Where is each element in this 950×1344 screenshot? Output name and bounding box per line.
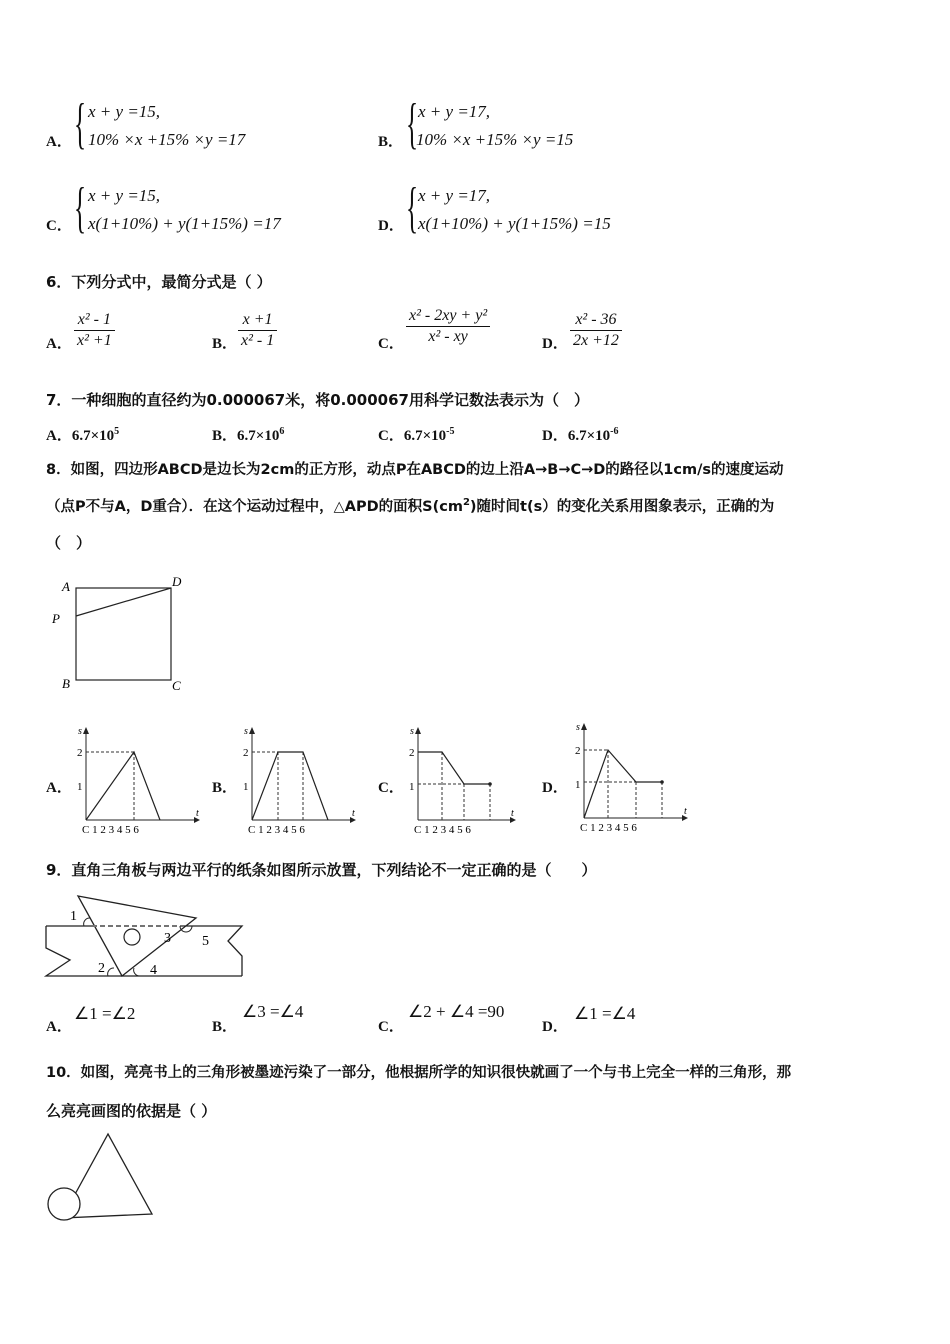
q5-option-c-label: C． xyxy=(46,218,72,234)
q9-figure xyxy=(40,888,260,988)
triangle-hole xyxy=(124,929,140,945)
label-p: P xyxy=(52,611,60,626)
q9-option-b-label: B． xyxy=(212,1019,238,1035)
q5-option-b-eq1: x + y =17, xyxy=(418,102,491,121)
q5-option-d-eq1: x + y =17, xyxy=(418,186,491,205)
q9-option-a-label: A． xyxy=(46,1019,72,1035)
q5-option-c-eq2: x(1+10%) + y(1+15%) =17 xyxy=(88,214,281,233)
q7-option-c-exponent: -5 xyxy=(446,426,455,437)
graph-a-y1: 1 xyxy=(77,781,83,793)
graph-d-y1: 1 xyxy=(575,779,581,791)
q6-option-d-denominator: 2x +12 xyxy=(573,332,619,349)
q7-option-b-label: B． xyxy=(212,428,238,444)
q8-text-line2-part2: )随时间t(s）的变化关系用图象表示，正确的为 xyxy=(469,499,775,515)
q7-option-a-base: 6.7×10 xyxy=(71,428,115,444)
q5-option-c-eq1: x + y =15, xyxy=(88,186,161,205)
q6-option-d-fraction xyxy=(570,310,622,351)
angle-3-label: 3 xyxy=(164,931,171,946)
q5-option-b-brace: { xyxy=(406,93,419,155)
graph-c-t-label: t xyxy=(511,808,514,819)
q8-graph-a xyxy=(74,722,204,837)
label-b: B xyxy=(62,676,70,691)
graph-a-xticks: C 1 2 3 4 5 6 xyxy=(82,824,139,836)
q7-option-a xyxy=(46,424,119,445)
q9-text: 9．直角三角板与两边平行的纸条如图所示放置，下列结论不一定正确的是（ ） xyxy=(46,861,597,879)
q5-option-b-eq2: 10% ×x +15% ×y =15 xyxy=(416,130,574,149)
graph-a-s-label: s xyxy=(78,726,82,737)
graph-b-t-label: t xyxy=(352,808,355,819)
q7-text: 7．一种细胞的直径约为0.000067米，将0.000067用科学记数法表示为（ ） xyxy=(46,391,589,409)
graph-c-line xyxy=(418,752,490,784)
q7-option-d-label: D． xyxy=(542,428,568,444)
q6-option-b-denominator: x² - 1 xyxy=(241,332,275,349)
q8-graph-c xyxy=(406,722,536,837)
q8-text-line1: 8．如图，四边形ABCD是边长为2cm的正方形，动点P在ABCD的边上沿A→B→C→D的路径以1cm/s的速度运动 xyxy=(46,462,784,478)
q8-option-d-label: D． xyxy=(542,780,568,796)
q7-option-b xyxy=(212,424,284,445)
q5-option-a-brace: { xyxy=(74,93,87,155)
q7-option-c-label: C． xyxy=(378,428,404,444)
q6-option-b-label: B． xyxy=(212,336,238,352)
graph-c-s-label: s xyxy=(410,726,414,737)
q6-option-b-fraction xyxy=(238,310,277,351)
q6-option-d-numerator: x² - 36 xyxy=(570,310,622,331)
graph-b-y1: 1 xyxy=(243,781,249,793)
graph-b-line xyxy=(252,752,328,820)
q6-text: 6．下列分式中，最简分式是（ ） xyxy=(46,273,272,291)
angle-1-label: 1 xyxy=(70,909,77,924)
q9-option-c-expr: ∠2 + ∠4 =90 xyxy=(408,1002,505,1021)
q10-text-line1: 10．如图，亮亮书上的三角形被墨迹污染了一部分，他根据所学的知识很快就画了一个与书上完全一样的三角形，那 xyxy=(46,1065,792,1081)
q6-option-a-denominator: x² +1 xyxy=(77,332,112,349)
angle-4-label: 4 xyxy=(150,963,157,978)
triangle-ruler xyxy=(78,896,196,976)
q7-option-c xyxy=(378,424,455,445)
q9-option-c-label: C． xyxy=(378,1019,404,1035)
q10-text-line2: 么亮亮画图的依据是（ ） xyxy=(46,1102,217,1120)
graph-a-line xyxy=(86,752,160,820)
graph-b-s-label: s xyxy=(244,726,248,737)
q9-option-b-expr: ∠3 =∠4 xyxy=(242,1002,304,1021)
q5-option-a-eq1: x + y =15, xyxy=(88,102,161,121)
q5-option-c-brace: { xyxy=(74,177,87,239)
q6-option-d-label: D． xyxy=(542,336,568,352)
q7-option-a-exponent: 5 xyxy=(114,426,120,437)
q7-option-d xyxy=(542,424,619,445)
q5-option-d-brace: { xyxy=(406,177,419,239)
q6-option-c-label: C． xyxy=(378,336,404,352)
q8-option-a-label: A． xyxy=(46,780,72,796)
q7-option-a-label: A． xyxy=(46,428,72,444)
graph-d-s-label: s xyxy=(576,722,580,733)
q6-option-a-numerator: x² - 1 xyxy=(74,310,115,331)
q7-option-b-exponent: 6 xyxy=(279,426,285,437)
strip-top-edge xyxy=(46,926,242,976)
q6-option-a-label: A． xyxy=(46,336,72,352)
q6-option-c-fraction xyxy=(406,306,490,347)
q8-text-line2-sup: 2 xyxy=(462,497,470,509)
q7-option-d-base: 6.7×10 xyxy=(567,428,611,444)
q6-option-a-fraction xyxy=(74,310,115,351)
q8-graph-d xyxy=(572,718,702,836)
graph-c-xticks: C 1 2 3 4 5 6 xyxy=(414,824,471,836)
graph-b-y2: 2 xyxy=(243,747,249,759)
q9-option-d-label: D． xyxy=(542,1019,568,1035)
q6-option-c-numerator: x² - 2xy + y² xyxy=(406,306,490,327)
graph-c-y2: 2 xyxy=(409,747,415,759)
q8-square-figure xyxy=(46,570,206,700)
graph-d-t-label: t xyxy=(684,806,687,817)
q9-option-d-expr: ∠1 =∠4 xyxy=(574,1004,636,1023)
label-d: D xyxy=(172,574,182,589)
q6-option-b-numerator: x +1 xyxy=(238,310,277,331)
q8-option-c-label: C． xyxy=(378,780,404,796)
q10-figure xyxy=(40,1128,170,1228)
graph-b-xticks: C 1 2 3 4 5 6 xyxy=(248,824,305,836)
q8-graph-b xyxy=(240,722,370,837)
q8-text-line2 xyxy=(46,495,774,516)
graph-d-line xyxy=(584,750,662,818)
q5-option-a-eq2: 10% ×x +15% ×y =17 xyxy=(88,130,246,149)
angle-5-label: 5 xyxy=(202,934,209,949)
q5-option-b-label: B． xyxy=(378,134,404,150)
q5-option-d-label: D． xyxy=(378,218,404,234)
strip-bottom-edge xyxy=(46,926,242,976)
graph-d-y2: 2 xyxy=(575,745,581,757)
ink-stain xyxy=(48,1188,80,1220)
q5-option-d-eq2: x(1+10%) + y(1+15%) =15 xyxy=(418,214,611,233)
q9-option-a-expr: ∠1 =∠2 xyxy=(74,1004,136,1023)
graph-a-y2: 2 xyxy=(77,747,83,759)
label-c: C xyxy=(172,678,181,693)
q6-option-c-denominator: x² - xy xyxy=(428,328,468,345)
q7-option-b-base: 6.7×10 xyxy=(237,428,280,444)
graph-c-y1: 1 xyxy=(409,781,415,793)
q8-option-b-label: B． xyxy=(212,780,238,796)
label-a: A xyxy=(62,579,70,594)
q5-option-a-label: A． xyxy=(46,134,72,150)
q7-option-d-exponent: -6 xyxy=(610,426,619,437)
q8-text-line2-part1: （点P不与A，D重合）．在这个运动过程中，△APD的面积S(cm xyxy=(46,499,463,515)
q8-text-line3: （ ） xyxy=(46,534,92,552)
angle-2-label: 2 xyxy=(98,961,105,976)
segment-pd xyxy=(76,588,171,616)
graph-d-xticks: C 1 2 3 4 5 6 xyxy=(580,822,637,834)
graph-a-t-label: t xyxy=(196,808,199,819)
q7-option-c-base: 6.7×10 xyxy=(403,428,447,444)
